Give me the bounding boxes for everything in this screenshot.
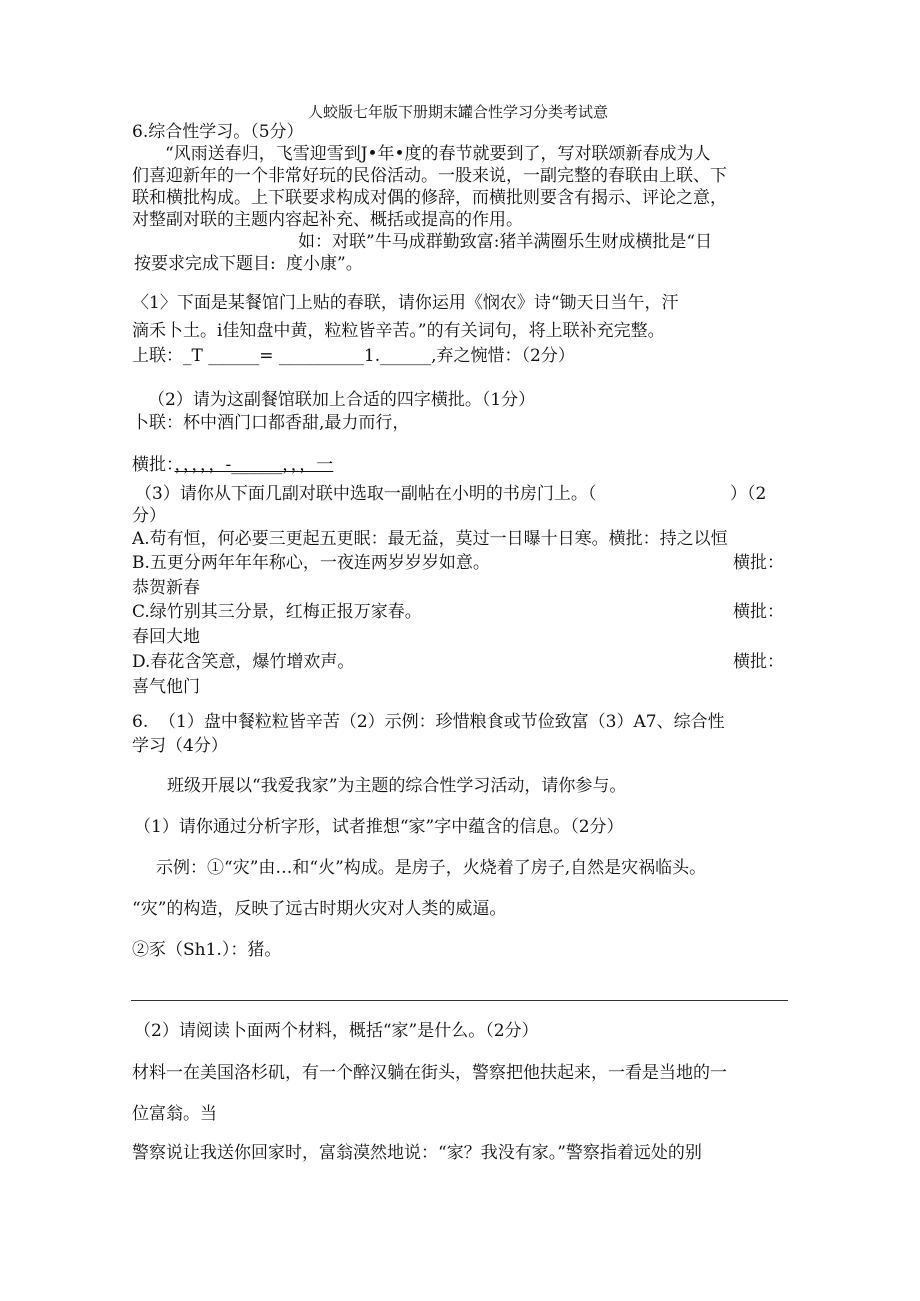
- option-d-row: [132, 651, 784, 673]
- part2-heng-pi-label: 横批：: [132, 455, 175, 475]
- part1-line-1: 〈1〉下面是某餐馆门上贴的春联，请你运用《悯农》诗“锄天日当午，汗: [132, 293, 679, 313]
- option-b-text: B.五更分两年年年称心，一夜连两岁岁岁如意。: [132, 553, 490, 573]
- page-header: 人蛟版七年版下册期末罐合性学习分类考试意: [308, 103, 609, 121]
- intro-line-3: 联和横批构成。上下联要求构成对偶的修辞，而横批则要含有揭示、评论之意，: [132, 188, 727, 208]
- question-6-title: 6.综合性学习。（5分）: [132, 122, 304, 142]
- q7-intro: 班级开展以“我爱我家”为主题的综合性学习活动，请你参与。: [167, 776, 627, 796]
- part2-line-1: （2）请为这副餐馆联加上合适的四字横批。（1分）: [148, 390, 536, 410]
- q7-example-line-3: ②豕（Sh1.）：猪。: [132, 940, 282, 960]
- part2-line-2: 卜联：杯中酒门口都香甜,最力而行，: [132, 413, 410, 433]
- part2-heng-pi-line: [132, 454, 333, 476]
- example-line-2-left: 按要求完成下题目:: [134, 254, 276, 274]
- part1-blank-line: 上联：_T ______= __________1.______,弃之惋惜：（2分）: [132, 346, 575, 366]
- part2-heng-pi-blank: ，，，，，-______，，，一: [174, 455, 334, 475]
- option-c-heng-pi: 春回大地: [132, 627, 200, 647]
- part3-line-1-right: ）（2: [730, 484, 767, 504]
- answer-line-1: 6. （1）盘中餐粒粒皆辛苦（2）示例：珍惜粮食或节俭致富（3）A7、综合性: [132, 712, 725, 732]
- example-line-1: 如：对联”牛马成群勤致富:猪羊满圈乐生财成横批是“日: [298, 232, 713, 252]
- section-divider: [131, 1000, 788, 1001]
- material-1-line-1: 材料一在美国洛杉矶，有一个醉汉躺在街头，警察把他扶起来，一看是当地的一: [132, 1063, 727, 1083]
- q7-example-line-1: 示例：①“灾”由…和“火”构成。是房子，火烧着了房子,自然是灾祸临头。: [156, 858, 707, 878]
- part3-line-1-left: （3）请你从下面几副对联中选取一副帖在小明的书房门上。（: [135, 484, 597, 504]
- part3-line-2: 分）: [132, 506, 166, 526]
- material-1-line-3: 警察说让我送你回家时，富翁漠然地说：“家？我没有家。”警察指着远处的别: [132, 1143, 702, 1163]
- intro-line-4: 对整副对联的主题内容起补充、概括或提高的作用。: [132, 210, 523, 230]
- option-a: A.苟有恒，何必要三更起五更眠：最无益，莫过一日曝十日寒。横批：持之以恒: [132, 529, 728, 549]
- example-line-2-right: 度小康”。: [286, 254, 363, 274]
- intro-line-1: “风雨送春归，飞雪迎雪到J•年•度的春节就要到了，写对联颂新春成为人: [165, 144, 711, 164]
- option-b-row: [132, 552, 784, 574]
- option-c-pair-label: 横批：: [733, 602, 784, 622]
- part1-line-2: 滴禾卜土。i佳知盘中黄，粒粒皆辛苦。”的有关词句，将上联补充完整。: [132, 321, 665, 341]
- intro-line-2: 们喜迎新年的一个非常好玩的民俗活动。一股来说，一副完整的春联由上联、下: [132, 166, 727, 186]
- option-c-row: [132, 601, 784, 623]
- option-c-text: C.绿竹别其三分景，红梅正报万家春。: [132, 602, 422, 622]
- answer-line-2: 学习（4分）: [132, 736, 228, 756]
- q7-example-line-2: “灾”的构造，反映了远古时期火灾对人类的威逼。: [132, 899, 507, 919]
- option-b-pair-label: 横批：: [733, 553, 784, 573]
- q7-part2: （2）请阅读卜面两个材料，概括“家”是什么。（2分）: [134, 1021, 539, 1041]
- q7-part1: （1）请你通过分析字形，试者推想“家”字中蕴含的信息。（2分）: [134, 817, 624, 837]
- option-d-text: D.春花含笑意，爆竹增欢声。: [132, 652, 355, 672]
- option-b-heng-pi: 恭贺新春: [132, 578, 200, 598]
- material-1-line-2: 位富翁。当: [132, 1104, 217, 1124]
- option-d-heng-pi: 喜气他门: [132, 677, 200, 697]
- option-d-pair-label: 横批：: [733, 652, 784, 672]
